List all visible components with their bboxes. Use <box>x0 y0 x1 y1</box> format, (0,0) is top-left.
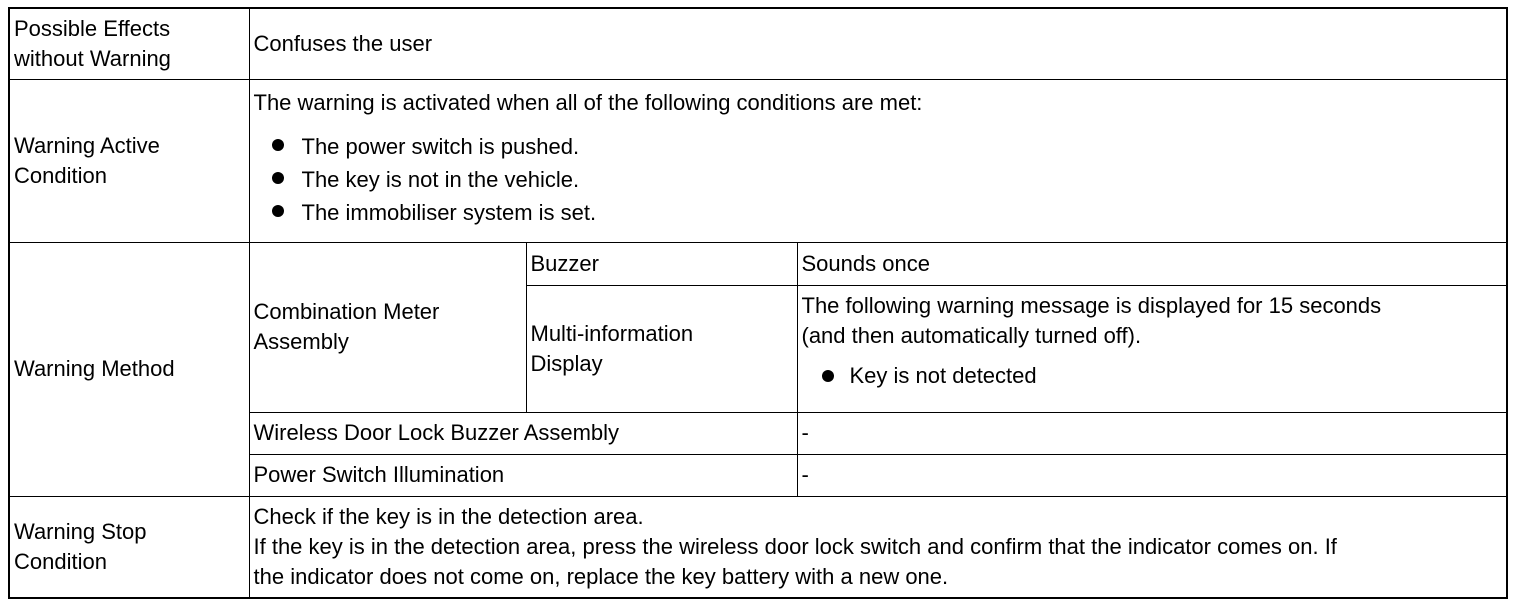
bullet-icon <box>272 139 284 151</box>
mid-label-line2: Display <box>530 350 603 376</box>
stop-line3: the indicator does not come on, replace the key battery with a new one. <box>253 563 949 589</box>
combination-meter-cell <box>249 242 526 412</box>
mid-value-line2: (and then automatically turned off). <box>801 322 1142 348</box>
buzzer-value-cell <box>797 242 1507 285</box>
list-item <box>254 196 1503 229</box>
stop-header-line2: Condition <box>14 548 107 574</box>
combination-meter-line2: Assembly <box>253 329 349 354</box>
effects-header-line2: without Warning <box>14 45 171 71</box>
buzzer-label-cell <box>526 242 797 285</box>
list-item <box>802 361 1503 391</box>
effects-value-cell <box>249 8 1507 79</box>
active-value-cell <box>249 79 1507 242</box>
warning-spec-table <box>8 7 1508 599</box>
effects-header-line1: Possible Effects <box>14 15 171 41</box>
active-header-line1: Warning Active <box>14 132 160 158</box>
bullet-icon <box>272 205 284 217</box>
wireless-label-cell <box>249 412 797 454</box>
combination-meter-line1: Combination Meter <box>253 299 440 324</box>
active-header-cell <box>9 79 249 242</box>
stop-value-cell <box>249 496 1507 598</box>
mid-message: Key is not detected <box>849 362 1037 388</box>
illumination-label-cell <box>249 454 797 496</box>
condition-text: The power switch is pushed. <box>301 133 580 159</box>
list-item <box>254 163 1503 196</box>
wireless-value: - <box>801 420 809 445</box>
wireless-value-cell <box>797 412 1507 454</box>
condition-text: The key is not in the vehicle. <box>301 166 580 192</box>
condition-text: The immobiliser system is set. <box>301 199 597 225</box>
active-conditions-list <box>254 130 1503 229</box>
mid-label-cell <box>526 285 797 412</box>
active-condition-row <box>9 79 1507 242</box>
effects-header-cell <box>9 8 249 79</box>
stop-header-line1: Warning Stop <box>14 518 147 544</box>
method-buzzer-row <box>9 242 1507 285</box>
mid-value-cell <box>797 285 1507 412</box>
list-item <box>254 130 1503 163</box>
stop-line1: Check if the key is in the detection area. <box>253 503 644 529</box>
illumination-value-cell <box>797 454 1507 496</box>
stop-condition-row <box>9 496 1507 598</box>
mid-value-line1: The following warning message is displayed for 15 seconds <box>801 292 1382 318</box>
active-intro: The warning is activated when all of the following conditions are met: <box>253 89 923 115</box>
active-header-line2: Condition <box>14 162 107 188</box>
method-header: Warning Method <box>14 356 175 381</box>
illumination-label: Power Switch Illumination <box>253 462 505 487</box>
stop-header-cell <box>9 496 249 598</box>
wireless-label: Wireless Door Lock Buzzer Assembly <box>253 420 620 445</box>
bullet-icon <box>272 172 284 184</box>
method-header-cell <box>9 242 249 496</box>
bullet-icon <box>822 370 834 382</box>
effects-value: Confuses the user <box>253 30 433 56</box>
effects-row <box>9 8 1507 79</box>
mid-label-line1: Multi-information <box>530 320 694 346</box>
mid-message-list <box>802 361 1503 391</box>
illumination-value: - <box>801 462 809 487</box>
buzzer-value: Sounds once <box>801 250 930 276</box>
stop-line2: If the key is in the detection area, press the wireless door lock switch and confirm that the indicator comes on. If <box>253 533 1337 559</box>
buzzer-label: Buzzer <box>530 250 599 276</box>
